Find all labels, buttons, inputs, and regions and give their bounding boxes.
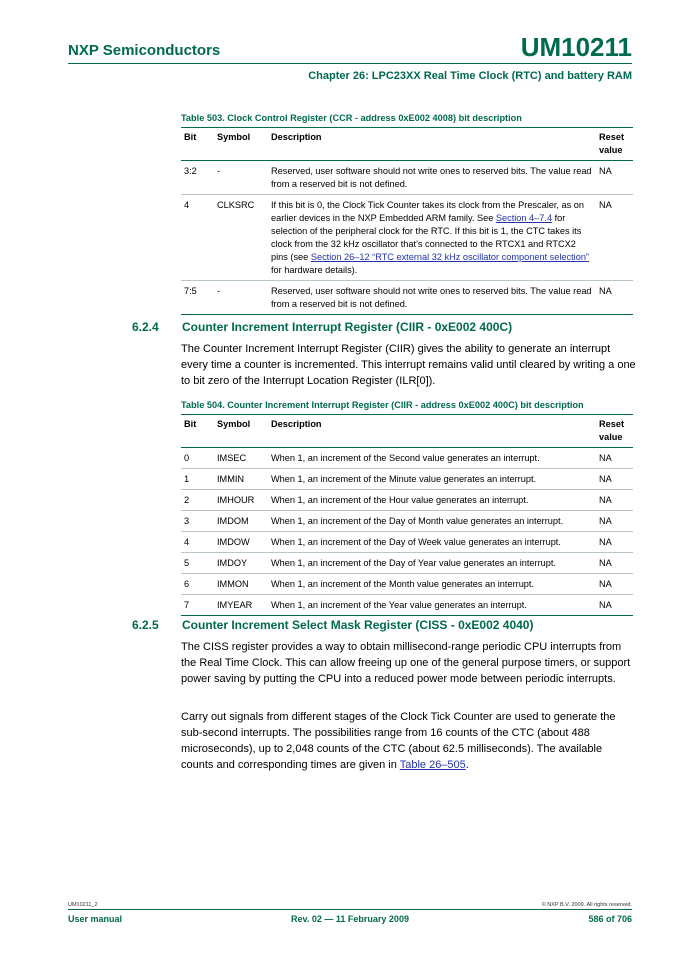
cell-description: When 1, an increment of the Day of Year value generates an interrupt. bbox=[268, 553, 596, 574]
table-row bbox=[181, 490, 633, 511]
cell-symbol: CLKSRC bbox=[214, 195, 268, 281]
table-row bbox=[181, 532, 633, 553]
cell-symbol: - bbox=[214, 281, 268, 315]
cell-symbol: IMDOW bbox=[214, 532, 268, 553]
section-title: Counter Increment Select Mask Register (CISS - 0xE002 4040) bbox=[182, 618, 534, 632]
cell-reset: NA bbox=[596, 490, 633, 511]
para-text: Carry out signals from different stages of the Clock Tick Counter are used to generate the sub-second interrupts. The possibilities range from 16 counts of the CTC (about 488 microseconds), up to 2,048 counts of the CTC (about 62.5 milliseconds). The available counts and corresponding times are given in bbox=[181, 711, 616, 771]
cell-bit: 3 bbox=[181, 511, 214, 532]
cell-reset: NA bbox=[596, 553, 633, 574]
col-header-symbol: Symbol bbox=[214, 128, 268, 161]
section-number: 6.2.5 bbox=[132, 618, 159, 632]
cell-symbol: IMSEC bbox=[214, 448, 268, 469]
cell-description: Reserved, user software should not write ones to reserved bits. The value read from a reserved bit is not defined. bbox=[268, 161, 596, 195]
cell-symbol: IMMON bbox=[214, 574, 268, 595]
table-row bbox=[181, 281, 633, 315]
col-header-reset: Reset value bbox=[596, 415, 633, 448]
cell-reset: NA bbox=[596, 161, 633, 195]
cell-description: When 1, an increment of the Hour value generates an interrupt. bbox=[268, 490, 596, 511]
cell-description: Reserved, user software should not write ones to reserved bits. The value read from a reserved bit is not defined. bbox=[268, 281, 596, 315]
footer-page-number: 586 of 706 bbox=[588, 914, 632, 924]
cell-bit: 7:5 bbox=[181, 281, 214, 315]
section-6-2-4-body: The Counter Increment Interrupt Register (CIIR) gives the ability to generate an interrupt every time a counter is incremented. This interrupt remains valid until cleared by writing a one to bit zero of the Interrupt Location Register (ILR[0]). bbox=[181, 343, 636, 387]
section-number: 6.2.4 bbox=[132, 320, 159, 334]
cell-description bbox=[268, 195, 596, 281]
footer-revision: Rev. 02 — 11 February 2009 bbox=[291, 914, 409, 924]
cell-bit: 7 bbox=[181, 595, 214, 616]
cell-bit: 2 bbox=[181, 490, 214, 511]
cell-description: When 1, an increment of the Second value generates an interrupt. bbox=[268, 448, 596, 469]
section-6-2-5-para-2 bbox=[181, 709, 637, 773]
col-header-description: Description bbox=[268, 128, 596, 161]
desc-text: for hardware details). bbox=[271, 265, 358, 275]
cell-reset: NA bbox=[596, 532, 633, 553]
table-row bbox=[181, 469, 633, 490]
cell-reset: NA bbox=[596, 574, 633, 595]
table-row bbox=[181, 195, 633, 281]
table-row bbox=[181, 511, 633, 532]
cell-symbol: - bbox=[214, 161, 268, 195]
table-504 bbox=[181, 414, 633, 616]
table-26-505-link[interactable]: Table 26–505 bbox=[399, 759, 466, 771]
cell-bit: 0 bbox=[181, 448, 214, 469]
cell-description: When 1, an increment of the Minute value generates an interrupt. bbox=[268, 469, 596, 490]
cell-symbol: IMMIN bbox=[214, 469, 268, 490]
section-title: Counter Increment Interrupt Register (CIIR - 0xE002 400C) bbox=[182, 320, 513, 334]
cell-description: When 1, an increment of the Day of Week value generates an interrupt. bbox=[268, 532, 596, 553]
table-row bbox=[181, 161, 633, 195]
cell-symbol: IMYEAR bbox=[214, 595, 268, 616]
cell-bit: 4 bbox=[181, 195, 214, 281]
cell-description: When 1, an increment of the Year value generates an interrupt. bbox=[268, 595, 596, 616]
table-503-caption: Table 503. Clock Control Register (CCR - address 0xE002 4008) bit description bbox=[181, 113, 522, 123]
table-503 bbox=[181, 127, 633, 315]
cell-reset: NA bbox=[596, 511, 633, 532]
cell-symbol: IMDOY bbox=[214, 553, 268, 574]
col-header-description: Description bbox=[268, 415, 596, 448]
footer-copyright: © NXP B.V. 2009. All rights reserved. bbox=[541, 902, 632, 908]
footer-doc-ref: UM10211_2 bbox=[68, 902, 98, 908]
col-header-bit: Bit bbox=[181, 128, 214, 161]
section-6-2-5-para-1: The CISS register provides a way to obtain millisecond-range periodic CPU interrupts from the Real Time Clock. This can allow freeing up one of the general purpose timers, or support power saving by putting the CPU into a reduced power mode between periodic interrupts. bbox=[181, 641, 631, 685]
cell-reset: NA bbox=[596, 469, 633, 490]
cell-reset: NA bbox=[596, 281, 633, 315]
header-chapter: Chapter 26: LPC23XX Real Time Clock (RTC) and battery RAM bbox=[308, 70, 632, 82]
cell-bit: 3:2 bbox=[181, 161, 214, 195]
section-4-7-4-link[interactable]: Section 4–7.4 bbox=[495, 213, 553, 223]
cell-reset: NA bbox=[596, 448, 633, 469]
section-6-2-5-heading bbox=[132, 618, 533, 632]
cell-bit: 6 bbox=[181, 574, 214, 595]
col-header-bit: Bit bbox=[181, 415, 214, 448]
table-row bbox=[181, 574, 633, 595]
cell-symbol: IMDOM bbox=[214, 511, 268, 532]
table-header-row bbox=[181, 128, 633, 161]
col-header-reset: Reset value bbox=[596, 128, 633, 161]
cell-bit: 1 bbox=[181, 469, 214, 490]
cell-reset: NA bbox=[596, 195, 633, 281]
cell-bit: 4 bbox=[181, 532, 214, 553]
table-504-caption: Table 504. Counter Increment Interrupt Register (CIIR - address 0xE002 400C) bit description bbox=[181, 400, 584, 410]
table-header-row bbox=[181, 415, 633, 448]
cell-reset: NA bbox=[596, 595, 633, 616]
section-6-2-4-heading bbox=[132, 320, 512, 334]
desc-text: If this bit is 0, the Clock Tick Counter takes its clock from the Prescaler, as on earlier devices in the NXP Embedded ARM family. See bbox=[271, 200, 585, 223]
header-rule bbox=[68, 63, 632, 64]
para-text: . bbox=[465, 759, 469, 771]
cell-description: When 1, an increment of the Month value generates an interrupt. bbox=[268, 574, 596, 595]
desc-text: for selection of the peripheral clock for the RTC. If this bit is 1, the CTC takes its clock from the 32 kHz oscillator that’s connected to the RTCX1 and RTCX2 pins (see bbox=[271, 213, 582, 262]
footer-rule bbox=[68, 909, 632, 910]
header-company: NXP Semiconductors bbox=[68, 42, 221, 59]
table-row bbox=[181, 595, 633, 616]
col-header-symbol: Symbol bbox=[214, 415, 268, 448]
cell-symbol: IMHOUR bbox=[214, 490, 268, 511]
section-26-12-link[interactable]: Section 26–12 “RTC external 32 kHz oscillator component selection” bbox=[310, 252, 589, 262]
footer-doc-type: User manual bbox=[68, 914, 123, 924]
table-row bbox=[181, 448, 633, 469]
table-row bbox=[181, 553, 633, 574]
cell-bit: 5 bbox=[181, 553, 214, 574]
header-doc-id: UM10211 bbox=[520, 32, 632, 62]
cell-description: When 1, an increment of the Day of Month value generates an interrupt. bbox=[268, 511, 596, 532]
